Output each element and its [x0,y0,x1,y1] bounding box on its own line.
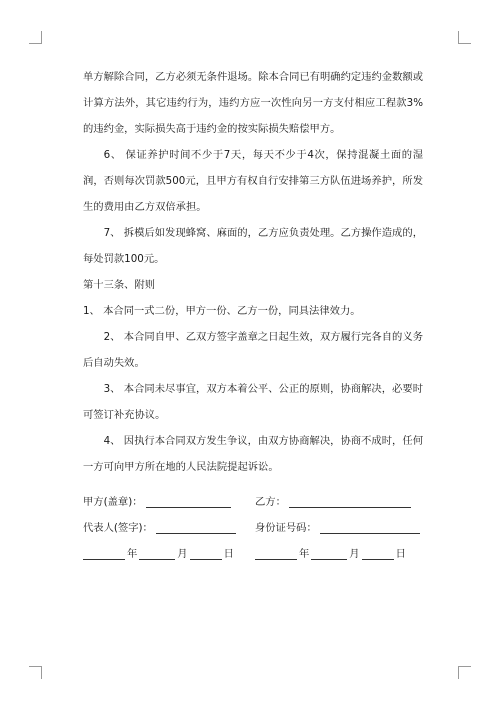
year-label: 年 [127,548,138,560]
year-label: 年 [299,548,310,560]
crop-mark-bottom-left [29,666,42,679]
party-b-year-field[interactable] [255,549,297,560]
party-a-label: 甲方(盖章)： [83,496,143,508]
party-a-seal-field[interactable] [146,497,231,508]
representative-label: 代表人(签字)： [83,522,153,534]
paragraph-clause-7: 7、 拆模后如发现蜂窝、麻面的，乙方应负责处理。乙方操作造成的，每处罚款100元。 [83,227,423,265]
representative-signature-field[interactable] [156,523,236,534]
crop-mark-bottom-right [458,666,471,679]
party-a-date [83,545,253,560]
paragraph-term-4: 4、 因执行本合同双方发生争议，由双方协商解决，协商不成时，任何一方可向甲方所在地的人民法院提起诉讼。 [83,435,423,473]
day-label: 日 [395,548,406,560]
party-b-label: 乙方： [255,496,286,508]
article-heading: 第十三条、附则 [83,279,156,291]
party-a-month-field[interactable] [139,549,175,560]
paragraph-term-3: 3、 本合同未尽事宜，双方本着公平、公正的原则，协商解决，必要时可签订补充协议。 [83,383,423,421]
contract-body [83,64,423,560]
month-label: 月 [349,548,360,560]
signature-block [83,482,423,560]
signature-row-parties [83,482,423,508]
id-number-field[interactable] [320,523,420,534]
paragraph-clause-6: 6、 保证养护时间不少于7天，每天不少于4次，保持混凝土面的湿润，否则每次罚款500元，且甲方有权自行安排第三方队伍进场养护，所发生的费用由乙方双倍承担。 [83,149,423,213]
party-a-year-field[interactable] [83,549,125,560]
party-b-date [255,545,408,560]
party-b-day-field[interactable] [362,549,394,560]
party-b-field[interactable] [289,497,411,508]
paragraph-term-1: 1、 本合同一式二份，甲方一份、乙方一份，同具法律效力。 [83,305,361,317]
crop-mark-top-right [458,31,471,44]
id-number-label: 身份证号码： [255,522,317,534]
day-label: 日 [223,548,234,560]
signature-row-representative [83,508,423,534]
party-b-month-field[interactable] [311,549,347,560]
month-label: 月 [177,548,188,560]
party-a-day-field[interactable] [190,549,222,560]
signature-row-dates [83,534,423,560]
crop-mark-top-left [29,31,42,44]
paragraph-termination: 单方解除合同，乙方必须无条件退场。除本合同已有明确约定违约金数额或计算方法外，其它违约行为，违约方应一次性向另一方支付相应工程款3%的违约金，实际损失高于违约金的按实际损失赔偿甲方。 [83,71,423,135]
paragraph-term-2: 2、 本合同自甲、乙双方签字盖章之日起生效，双方履行完各自的义务后自动失效。 [83,331,423,369]
